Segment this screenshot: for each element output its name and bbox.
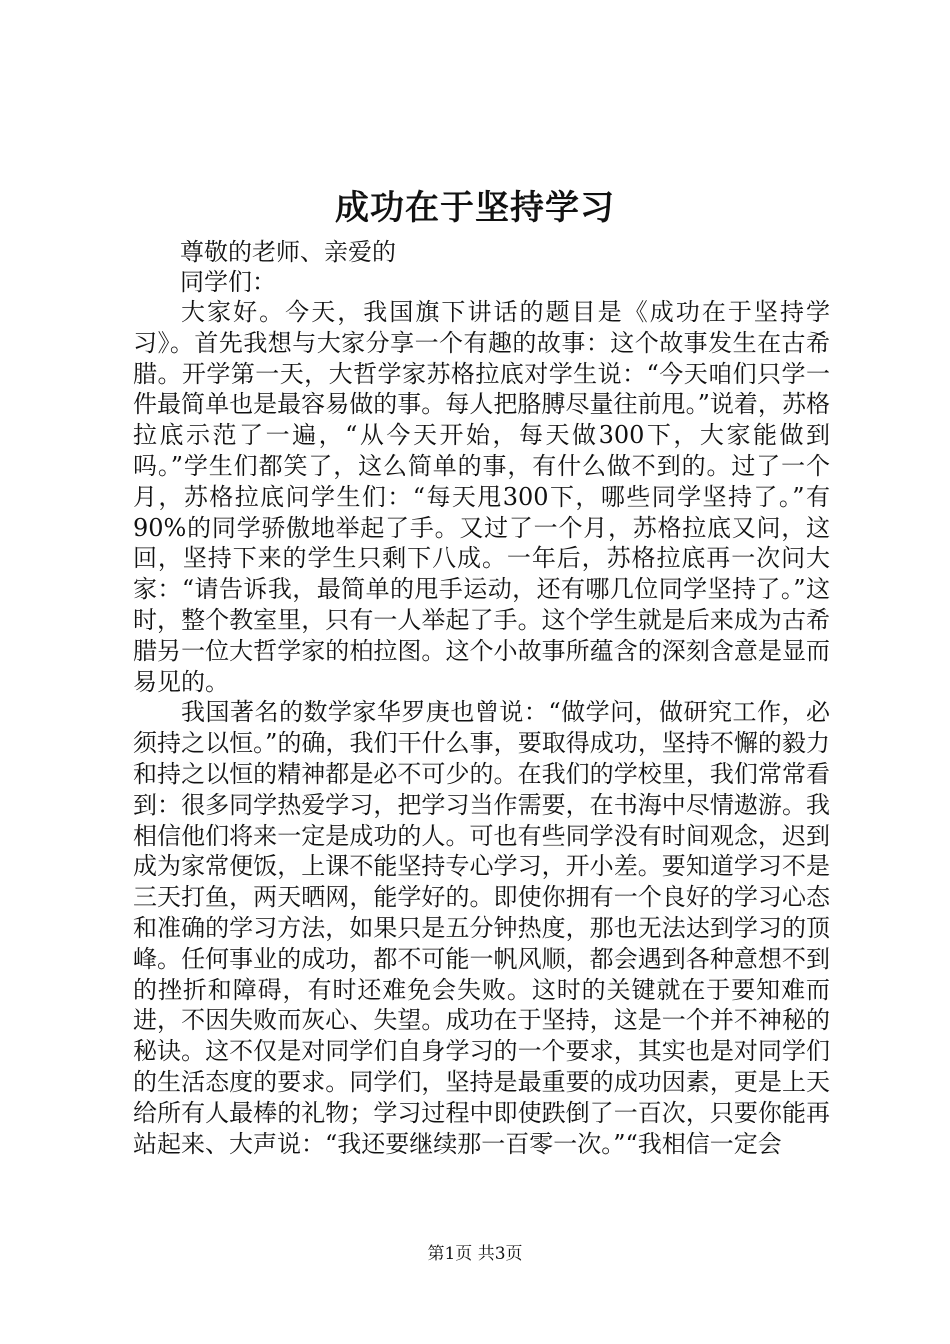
page-number-footer: 第1页 共3页 <box>427 1244 523 1264</box>
salutation-line-2: 同学们： <box>180 268 276 296</box>
paragraph-story: 大家好。今天，我国旗下讲话的题目是《成功在于坚持学习》。首先我想与大家分享一个有趣的故事：这个故事发生在古希腊。开学第一天，大哲学家苏格拉底对学生说：“今天咱们只学一件最简单也是最容易做的事。每人把胳膊尽量往前甩。”说着，苏格拉底示范了一遍，“从今天开始，每天做300下，大家能做到吗。”学生们都笑了，这么简单的事，有什么做不到的。过了一个月，苏格拉底问学生们：“每天甩300下，哪些同学坚持了。”有90%的同学骄傲地举起了手。又过了一个月，苏格拉底又问，这回，坚持下来的学生只剩下八成。一年后，苏格拉底再一次问大家：“请告诉我，最简单的甩手运动，还有哪几位同学坚持了。”这时，整个教室里，只有一人举起了手。这个学生就是后来成为古希腊另一位大哲学家的柏拉图。这个小故事所蕴含的深刻含意是显而易见的。 <box>133 298 830 696</box>
document-title: 成功在于坚持学习 <box>335 188 615 228</box>
document-body <box>133 297 830 1159</box>
salutation-line-1: 尊敬的老师、亲爱的 <box>180 238 396 266</box>
paragraph-persistence: 我国著名的数学家华罗庚也曾说：“做学问，做研究工作，必须持之以恒。”的确，我们干什么事，要取得成功，坚持不懈的毅力和持之以恒的精神都是必不可少的。在我们的学校里，我们常常看到：很多同学热爱学习，把学习当作需要，在书海中尽情遨游。我相信他们将来一定是成功的人。可也有些同学没有时间观念，迟到成为家常便饭，上课不能坚持专心学习，开小差。要知道学习不是三天打鱼，两天晒网，能学好的。即使你拥有一个良好的学习心态和准确的学习方法，如果只是五分钟热度，那也无法达到学习的顶峰。任何事业的成功，都不可能一帆风顺，都会遇到各种意想不到的挫折和障碍，有时还难免会失败。这时的关键就在于要知难而进，不因失败而灰心、失望。成功在于坚持，这是一个并不神秘的秘诀。这不仅是对同学们自身学习的一个要求，其实也是对同学们的生活态度的要求。同学们，坚持是最重要的成功因素，更是上天给所有人最棒的礼物；学习过程中即使跌倒了一百次，只要你能再站起来、大声说：“我还要继续那一百零一次。”“我相信一定会 <box>133 698 830 1158</box>
